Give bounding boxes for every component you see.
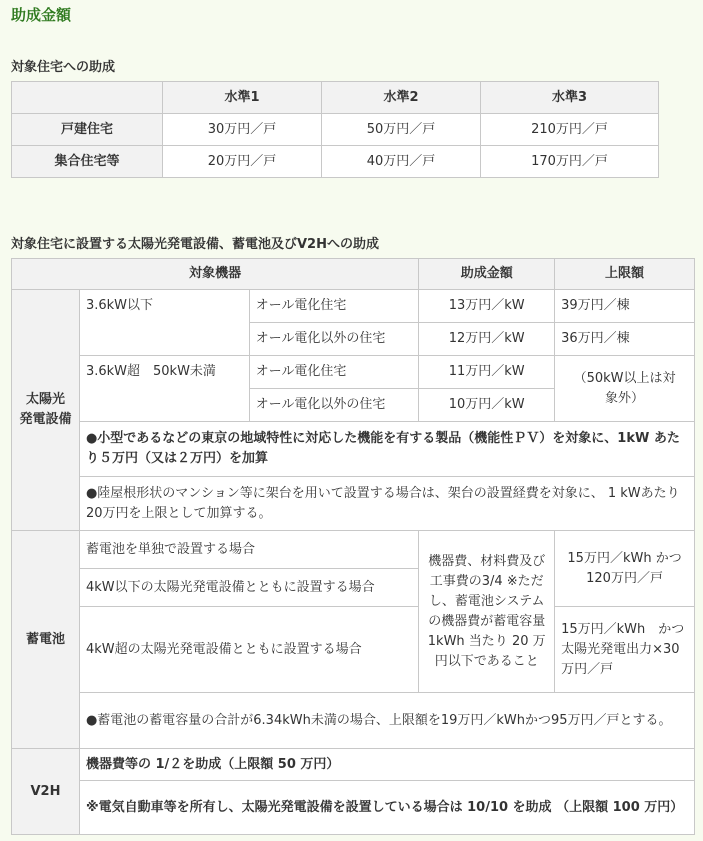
row-label: 戸建住宅 [12, 114, 163, 146]
header-level1: 水準1 [163, 82, 322, 114]
cell-value: 40万円／戸 [322, 146, 481, 178]
header-equipment: 対象機器 [12, 259, 419, 290]
page-title: 助成金額 [11, 6, 72, 24]
housing-subsidy-table [11, 81, 659, 178]
equipment-subsidy-table [11, 258, 695, 835]
house-type: オール電化住宅 [249, 356, 419, 389]
table-header-row [12, 82, 659, 114]
solar-range-1: 3.6kW以下 [79, 290, 249, 356]
battery-label: 蓄電池 [12, 531, 80, 749]
row-label: 集合住宅等 [12, 146, 163, 178]
v2h-line-2: ※電気自動車等を所有し、太陽光発電設備を設置している場合は 10/10 を助成 （上限額 100 万円） [79, 781, 694, 835]
cell-value: 210万円／戸 [481, 114, 659, 146]
solar-range-2: 3.6kW超 50kW未満 [79, 356, 249, 422]
amount-cell: 11万円／kW [419, 356, 555, 389]
house-type: オール電化以外の住宅 [249, 389, 419, 422]
v2h-label: V2H [12, 749, 80, 835]
cap-cell: （50kW以上は対象外） [555, 356, 695, 422]
amount-cell: 12万円／kW [419, 323, 555, 356]
header-empty [12, 82, 163, 114]
cap-cell: 36万円／棟 [555, 323, 695, 356]
battery-amount: 機器費、材料費及び工事費の3/4 ※ただし、蓄電池システムの機器費が蓄電容量 1kWh 当たり 20 万円以下であること [419, 531, 555, 693]
solar-note-1: ●小型であるなどの東京の地域特性に対応した機能を有する製品（機能性ＰＶ）を対象に、1kW あたり５万円（又は２万円）を加算 [79, 422, 694, 477]
cell-value: 50万円／戸 [322, 114, 481, 146]
house-type: オール電化以外の住宅 [249, 323, 419, 356]
header-cap: 上限額 [555, 259, 695, 290]
house-type: オール電化住宅 [249, 290, 419, 323]
table-row [12, 146, 659, 178]
table-row [12, 607, 695, 693]
amount-cell: 10万円／kW [419, 389, 555, 422]
cell-value: 20万円／戸 [163, 146, 322, 178]
battery-case-1: 蓄電池を単独で設置する場合 [79, 531, 418, 569]
v2h-line-1: 機器費等の 1/２を助成（上限額 50 万円） [79, 749, 694, 781]
battery-cap-1: 15万円／kWh かつ 120万円／戸 [555, 531, 695, 607]
battery-note: ●蓄電池の蓄電容量の合計が6.34kWh未満の場合、上限額を19万円／kWhかつ95万円／戸とする。 [79, 693, 694, 749]
solar-label-line2: 発電設備 [19, 412, 72, 427]
table-row [12, 290, 695, 323]
solar-label-line1: 太陽光 [25, 392, 65, 407]
header-level2: 水準2 [322, 82, 481, 114]
battery-case-3: 4kW超の太陽光発電設備とともに設置する場合 [79, 607, 418, 693]
table-row [12, 356, 695, 389]
table-row [12, 531, 695, 569]
battery-case-2: 4kW以下の太陽光発電設備とともに設置する場合 [79, 569, 418, 607]
section1-title: 対象住宅への助成 [11, 60, 116, 75]
solar-label [12, 290, 80, 531]
table-row [12, 477, 695, 531]
header-amount: 助成金額 [419, 259, 555, 290]
table-row [12, 749, 695, 781]
amount-cell: 13万円／kW [419, 290, 555, 323]
battery-cap-2: 15万円／kWh かつ太陽光発電出力×30万円／戸 [555, 607, 695, 693]
cell-value: 30万円／戸 [163, 114, 322, 146]
table-header-row [12, 259, 695, 290]
table-row [12, 781, 695, 835]
cap-cell: 39万円／棟 [555, 290, 695, 323]
table-row [12, 422, 695, 477]
header-level3: 水準3 [481, 82, 659, 114]
cell-value: 170万円／戸 [481, 146, 659, 178]
section2-title: 対象住宅に設置する太陽光発電設備、蓄電池及びV2Hへの助成 [11, 237, 379, 252]
table-row [12, 693, 695, 749]
solar-note-2: ●陸屋根形状のマンション等に架台を用いて設置する場合は、架台の設置経費を対象に、 1 kWあたり20万円を上限として加算する。 [79, 477, 694, 531]
table-row [12, 114, 659, 146]
